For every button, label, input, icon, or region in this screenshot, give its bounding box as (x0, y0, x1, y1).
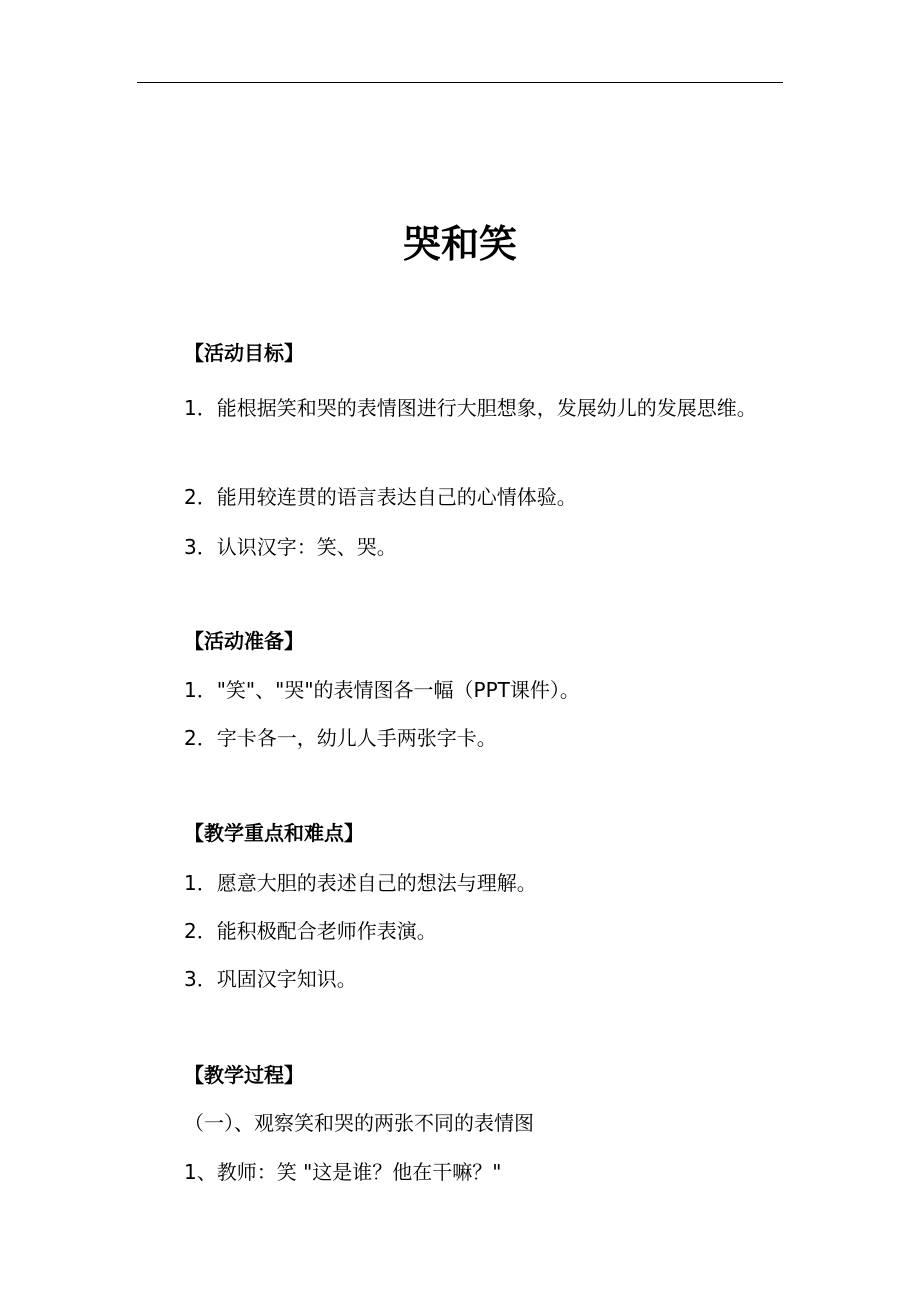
goal-item-1: 1．能根据笑和哭的表情图进行大胆想象，发展幼儿的发展思维。 (184, 396, 757, 420)
section-heading-process: 【教学过程】 (184, 1063, 304, 1087)
process-item-1: （一）、观察笑和哭的两张不同的表情图 (184, 1111, 534, 1135)
document-title: 哭和笑 (402, 222, 517, 266)
key-point-item-2: 2．能积极配合老师作表演。 (184, 919, 437, 943)
process-item-2: 1、教师：笑 "这是谁？他在干嘛？" (184, 1160, 502, 1184)
key-point-item-3: 3．巩固汉字知识。 (184, 967, 357, 991)
goal-item-2: 2．能用较连贯的语言表达自己的心情体验。 (184, 485, 577, 509)
section-heading-goals: 【活动目标】 (184, 341, 304, 365)
section-heading-preparation: 【活动准备】 (184, 629, 304, 653)
key-point-item-1: 1．愿意大胆的表述自己的想法与理解。 (184, 871, 537, 895)
preparation-item-2: 2．字卡各一，幼儿人手两张字卡。 (184, 726, 497, 750)
section-heading-key-points: 【教学重点和难点】 (184, 821, 364, 845)
preparation-item-1: 1．"笑"、"哭"的表情图各一幅（PPT课件）。 (184, 678, 580, 702)
goal-item-3: 3．认识汉字：笑、哭。 (184, 535, 397, 559)
header-rule (137, 82, 783, 83)
